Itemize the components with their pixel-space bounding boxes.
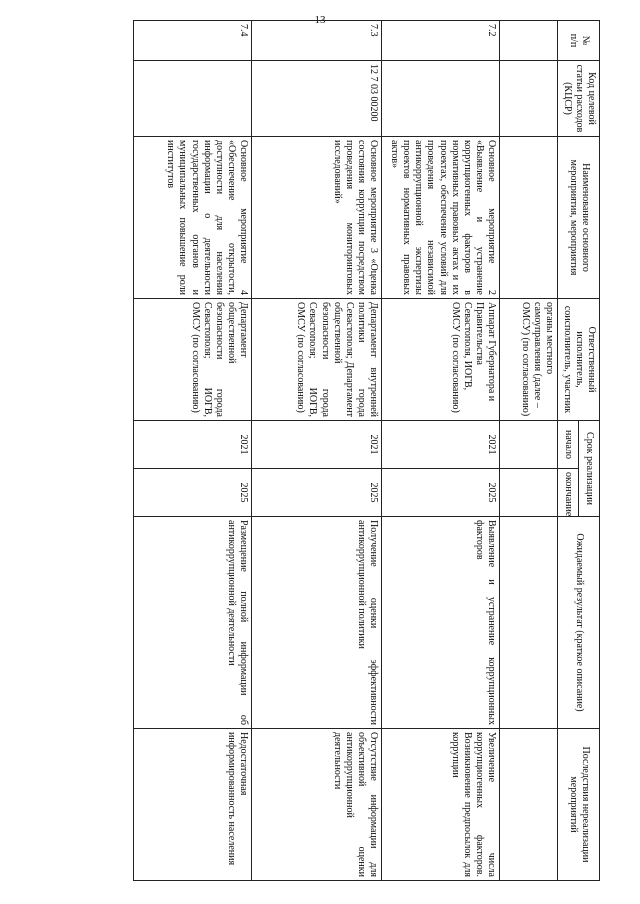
rotated-page <box>110 20 600 880</box>
header-start: начало <box>558 421 579 469</box>
cell-end: 2025 <box>252 469 382 517</box>
cell-num <box>500 21 558 61</box>
cell-name: Основное мероприятие 2 «Выявление и устранение коррупциогенных факторов в нормативных правовых актах и их проектах, обеспечение условий для проведения независимой антикоррупционной экспертизы проектов нормативных правовых актов» <box>382 137 500 299</box>
table-row <box>134 21 252 881</box>
cell-num: 7.3 <box>252 21 382 61</box>
cell-name <box>500 137 558 299</box>
header-consequences: Последствия нереализации мероприятий <box>558 729 600 881</box>
header-name: Наименование основного мероприятия, мероприятия <box>558 137 600 299</box>
activities-table <box>133 20 600 881</box>
cell-executor: Департамент общественной безопасности города Севастополя; ИОГВ, ОМСУ (по согласованию) <box>134 299 252 421</box>
table-row <box>252 21 382 881</box>
cell-end: 2025 <box>382 469 500 517</box>
cell-kcsr: 12 7 03 00200 <box>252 61 382 137</box>
cell-start <box>500 421 558 469</box>
cell-start: 2021 <box>252 421 382 469</box>
header-executor: Ответственный исполнитель, соисполнитель, участник <box>558 299 600 421</box>
header-num: № п/п <box>558 21 600 61</box>
cell-name: Основное мероприятие 3 «Оценка состояния коррупции посредством проведения мониторинговых исследований» <box>252 137 382 299</box>
cell-num: 7.2 <box>382 21 500 61</box>
cell-end: 2025 <box>134 469 252 517</box>
cell-consequences: Недостаточная информированность населения <box>134 729 252 881</box>
cell-result <box>500 517 558 729</box>
header-result: Ожидаемый результат (краткое описание) <box>558 517 600 729</box>
cell-start: 2021 <box>382 421 500 469</box>
header-row <box>579 21 600 881</box>
cell-consequences: Отсутствие информации для объективной оценки антикоррупционной деятельности <box>252 729 382 881</box>
cell-executor: Аппарат Губернатора и Правительства Севастополя, ИОГВ, ОМСУ (по согласованию) <box>382 299 500 421</box>
cell-name: Основное мероприятие 4 «Обеспечение открытости, доступности для населения информации о деятельности государственных органов и муниципальных повышение роли институтов <box>134 137 252 299</box>
cell-end <box>500 469 558 517</box>
header-end: окончание <box>558 469 579 517</box>
cell-executor: Департамент внутренней политики города Севастополя; Департамент общественной безопасности города Севастополя; ИОГВ, ОМСУ (по согласованию) <box>252 299 382 421</box>
header-kcsr: Код целевой статьи расходов (КЦСР) <box>558 61 600 137</box>
cell-executor: органы местного самоуправления (далее – ОМСУ) (по согласованию) <box>500 299 558 421</box>
cell-result: Выявление и устранение коррупционных факторов <box>382 517 500 729</box>
table-row <box>382 21 500 881</box>
table-row <box>500 21 558 881</box>
cell-result: Размещение полной информации об антикоррупционной деятельности <box>134 517 252 729</box>
cell-result: Получение оценки эффективности антикоррупционной политики <box>252 517 382 729</box>
cell-kcsr <box>382 61 500 137</box>
cell-num: 7.4 <box>134 21 252 61</box>
cell-consequences <box>500 729 558 881</box>
cell-kcsr <box>134 61 252 137</box>
cell-kcsr <box>500 61 558 137</box>
header-period: Срок реализации <box>579 421 600 517</box>
cell-start: 2021 <box>134 421 252 469</box>
cell-consequences: Увеличение числа коррупциогенных факторов. Возникновение предпосылок для коррупции <box>382 729 500 881</box>
page-number: 13 <box>314 14 326 26</box>
